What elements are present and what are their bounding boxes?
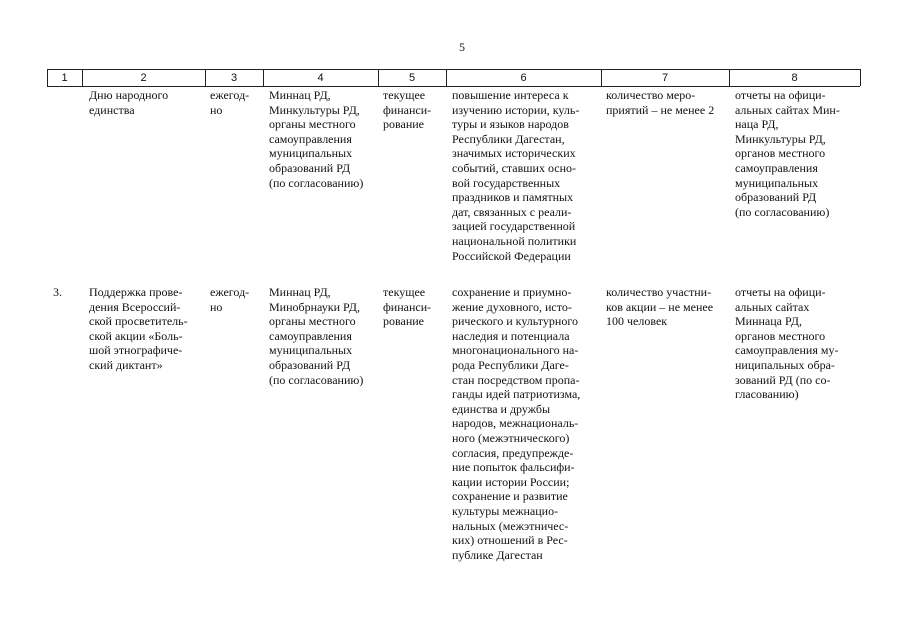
indicator-cell: количество меро- приятий – не менее 2	[606, 88, 715, 117]
indicator-cell: количество участни- ков акции – не менее 100 человек	[606, 285, 714, 329]
period-cell: ежегод- но	[210, 285, 250, 314]
page-number: 5	[459, 40, 465, 54]
event-cell: Поддержка прове- дения Всероссий- ской просветитель- ской акции «Боль- шой этнографиче- ский диктант»	[89, 285, 188, 372]
column-header-7: 7	[661, 72, 669, 84]
financing-cell: текущее финанси- рование	[383, 88, 432, 132]
column-header-8: 8	[791, 72, 798, 84]
executors-cell: Миннац РД, Минобрнауки РД, органы местного самоуправления муниципальных образований РД (по согласованию)	[269, 285, 364, 387]
column-header-3: 3	[230, 72, 238, 84]
result-cell: сохранение и приумно- жение духовного, исто- рического и культурного наследия и потенциала многонационального на- рода Республики Даге- стан посредством пропа- ганды идей патриотизма, единства и дружбы народов, межнациональ- ного (межэтнического) согласия, предупрежде- ние попыток фальсифи- кации истории России; сохранение и развитие культуры межнацио- нальных (межэтничес- ких) отношений в Рес- публике Дагестан	[452, 285, 581, 562]
report-cell: отчеты на офици- альных сайтах Миннаца РД, органов местного самоуправления му- ниципальных обра- зований РД (по со- гласованию)	[735, 285, 839, 402]
column-header-5: 5	[408, 72, 416, 84]
table-header-border	[47, 86, 860, 87]
column-header-2: 2	[140, 72, 147, 84]
row-number-cell: 3.	[53, 285, 62, 299]
executors-cell: Миннац РД, Минкультуры РД, органы местного самоуправления муниципальных образований РД (по согласованию)	[269, 88, 364, 190]
column-header-4: 4	[317, 72, 324, 84]
column-divider	[860, 69, 861, 86]
column-header-6: 6	[520, 72, 527, 84]
event-cell: Дню народного единства	[89, 88, 169, 117]
report-cell: отчеты на офици- альных сайтах Мин- наца РД, Минкультуры РД, органов местного самоуправления муниципальных образований РД (по согласованию)	[735, 88, 840, 219]
period-cell: ежегод- но	[210, 88, 250, 117]
table-top-border	[47, 69, 860, 70]
result-cell: повышение интереса к изучению истории, куль- туры и языков народов Республики Дагестан, значимых исторических событий, ставших осно- вой государственных праздников и памятных дат, связанных с реали- зацией государственной национальной политики Российской Федерации	[452, 88, 580, 263]
column-header-1: 1	[61, 72, 68, 84]
financing-cell: текущее финанси- рование	[383, 285, 432, 329]
